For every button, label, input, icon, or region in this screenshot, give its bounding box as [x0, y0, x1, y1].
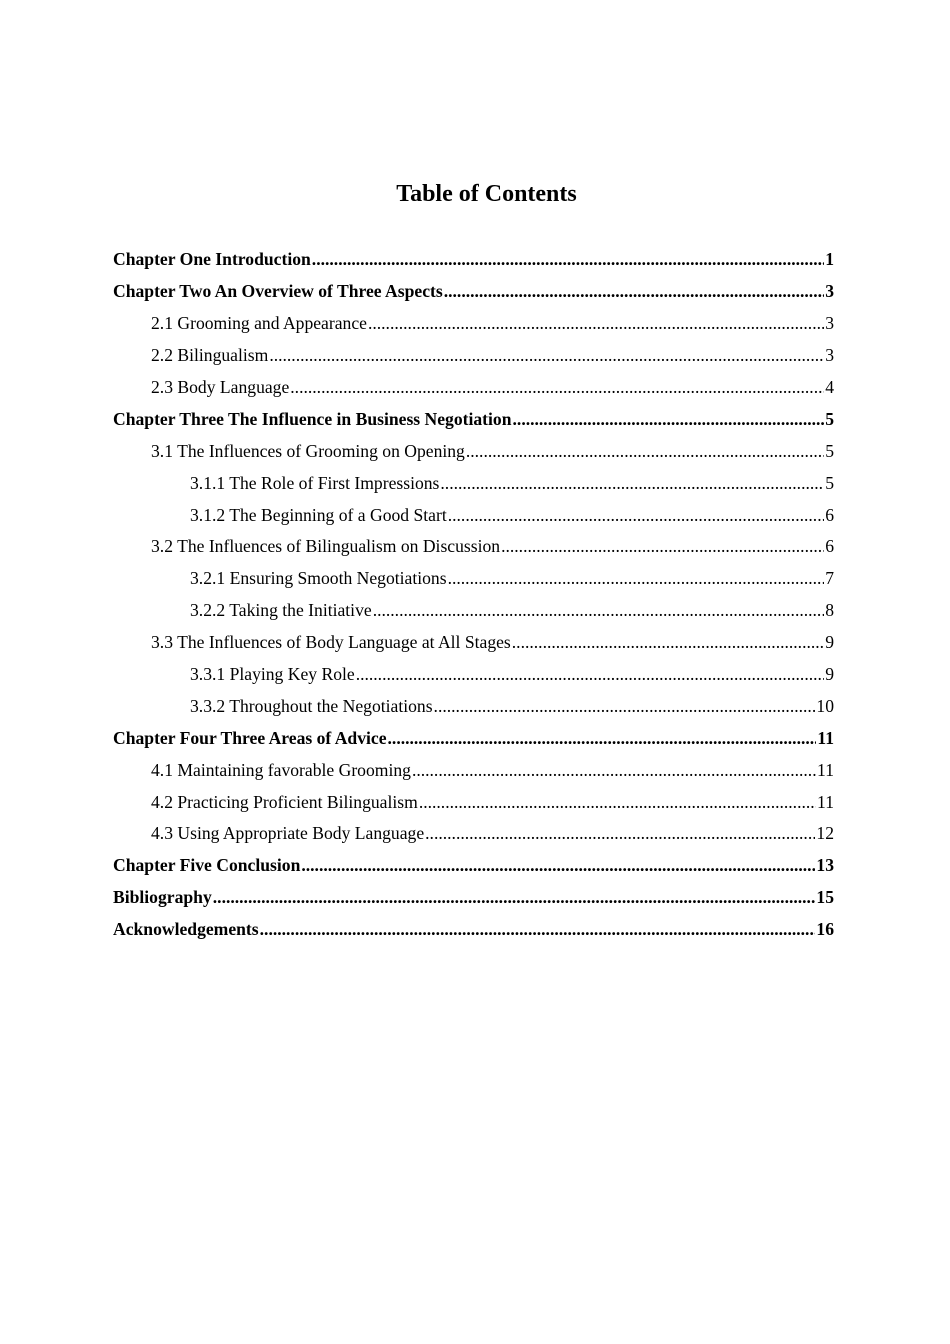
- toc-dot-leader: [368, 313, 824, 334]
- toc-dot-leader: [412, 760, 816, 781]
- toc-entry-title: 2.1 Grooming and Appearance: [151, 313, 367, 334]
- toc-dot-leader: [466, 441, 824, 462]
- toc-dot-leader: [419, 792, 816, 813]
- toc-entry-page: 6: [825, 536, 834, 557]
- toc-dot-leader: [356, 664, 825, 685]
- toc-entry-title: 3.3.1 Playing Key Role: [190, 664, 355, 685]
- toc-entry-title: 3.1.1 The Role of First Impressions: [190, 472, 440, 493]
- toc-entry-page: 9: [825, 632, 834, 653]
- toc-entry[interactable]: [113, 340, 834, 372]
- toc-entry-page: 7: [825, 568, 834, 589]
- toc-entry[interactable]: [113, 403, 834, 435]
- toc-dot-leader: [290, 377, 824, 398]
- toc-dot-leader: [513, 409, 825, 430]
- toc-list: [113, 244, 834, 946]
- toc-entry[interactable]: [113, 595, 834, 627]
- toc-entry[interactable]: [113, 722, 834, 754]
- toc-entry-title: Chapter Five Conclusion: [113, 855, 301, 876]
- toc-entry-title: Chapter One Introduction: [113, 249, 311, 270]
- toc-dot-leader: [512, 632, 824, 653]
- toc-entry-page: 3: [825, 313, 834, 334]
- toc-dot-leader: [373, 600, 825, 621]
- toc-dot-leader: [213, 887, 816, 908]
- toc-entry-title: Chapter Four Three Areas of Advice: [113, 727, 387, 748]
- toc-entry-page: 11: [817, 727, 834, 748]
- toc-entry-title: Chapter Three The Influence in Business Negotiation: [113, 408, 512, 429]
- toc-entry[interactable]: [113, 467, 834, 499]
- toc-entry[interactable]: [113, 276, 834, 308]
- toc-entry-title: 3.1.2 The Beginning of a Good Start: [190, 504, 447, 525]
- toc-entry[interactable]: [113, 914, 834, 946]
- toc-entry[interactable]: [113, 372, 834, 404]
- toc-entry-page: 3: [825, 281, 834, 302]
- toc-entry-title: 4.2 Practicing Proficient Bilingualism: [151, 791, 418, 812]
- toc-entry[interactable]: [113, 563, 834, 595]
- toc-entry[interactable]: [113, 308, 834, 340]
- toc-dot-leader: [444, 281, 824, 302]
- toc-entry-title: Acknowledgements: [113, 919, 259, 940]
- toc-entry[interactable]: [113, 531, 834, 563]
- toc-entry[interactable]: [113, 754, 834, 786]
- toc-entry-page: 10: [816, 695, 834, 716]
- toc-entry-title: 3.3.2 Throughout the Negotiations: [190, 695, 433, 716]
- toc-entry-title: Chapter Two An Overview of Three Aspects: [113, 281, 443, 302]
- toc-dot-leader: [269, 345, 824, 366]
- toc-entry-page: 16: [816, 919, 834, 940]
- toc-dot-leader: [312, 249, 824, 270]
- toc-entry[interactable]: [113, 435, 834, 467]
- toc-entry-page: 9: [825, 664, 834, 685]
- toc-dot-leader: [448, 568, 825, 589]
- toc-entry-title: 2.3 Body Language: [151, 377, 290, 397]
- toc-dot-leader: [301, 855, 815, 876]
- toc-entry-page: 5: [825, 440, 834, 461]
- toc-entry-page: 15: [816, 887, 834, 908]
- page-title: Table of Contents: [396, 181, 577, 207]
- toc-entry-title: 3.2.1 Ensuring Smooth Negotiations: [190, 568, 447, 589]
- toc-entry-page: 13: [816, 855, 834, 876]
- toc-entry-title: 2.2 Bilingualism: [151, 345, 269, 366]
- toc-entry[interactable]: [113, 818, 834, 850]
- toc-dot-leader: [388, 728, 817, 749]
- toc-dot-leader: [448, 505, 824, 526]
- toc-entry-title: Bibliography: [113, 887, 212, 908]
- toc-dot-leader: [425, 823, 815, 844]
- toc-entry-page: 5: [825, 408, 834, 429]
- toc-entry-title: 3.2.2 Taking the Initiative: [190, 600, 372, 621]
- toc-entry-page: 11: [817, 791, 834, 812]
- toc-dot-leader: [434, 696, 816, 717]
- toc-entry-title: 4.3 Using Appropriate Body Language: [151, 823, 425, 844]
- toc-entry-page: 6: [825, 504, 834, 525]
- toc-dot-leader: [260, 919, 816, 940]
- toc-entry[interactable]: [113, 882, 834, 914]
- toc-entry[interactable]: [113, 659, 834, 691]
- toc-entry-page: 8: [825, 600, 834, 621]
- toc-entry-title: 3.2 The Influences of Bilingualism on Discussion: [151, 536, 501, 557]
- toc-entry-page: 1: [825, 249, 834, 270]
- toc-entry-page: 12: [816, 823, 834, 844]
- toc-entry-page: 4: [825, 377, 834, 397]
- toc-entry-page: 11: [817, 759, 834, 780]
- toc-entry-page: 3: [825, 345, 834, 366]
- toc-dot-leader: [501, 536, 824, 557]
- toc-entry-title: 3.1 The Influences of Grooming on Opening: [151, 440, 465, 461]
- toc-entry[interactable]: [113, 627, 834, 659]
- toc-entry-title: 4.1 Maintaining favorable Grooming: [151, 759, 411, 780]
- toc-entry[interactable]: [113, 786, 834, 818]
- toc-dot-leader: [440, 473, 824, 494]
- toc-entry[interactable]: [113, 499, 834, 531]
- toc-entry[interactable]: [113, 690, 834, 722]
- toc-entry-page: 5: [825, 472, 834, 493]
- toc-entry[interactable]: [113, 244, 834, 276]
- toc-entry-title: 3.3 The Influences of Body Language at All Stages: [151, 632, 511, 653]
- toc-entry[interactable]: [113, 850, 834, 882]
